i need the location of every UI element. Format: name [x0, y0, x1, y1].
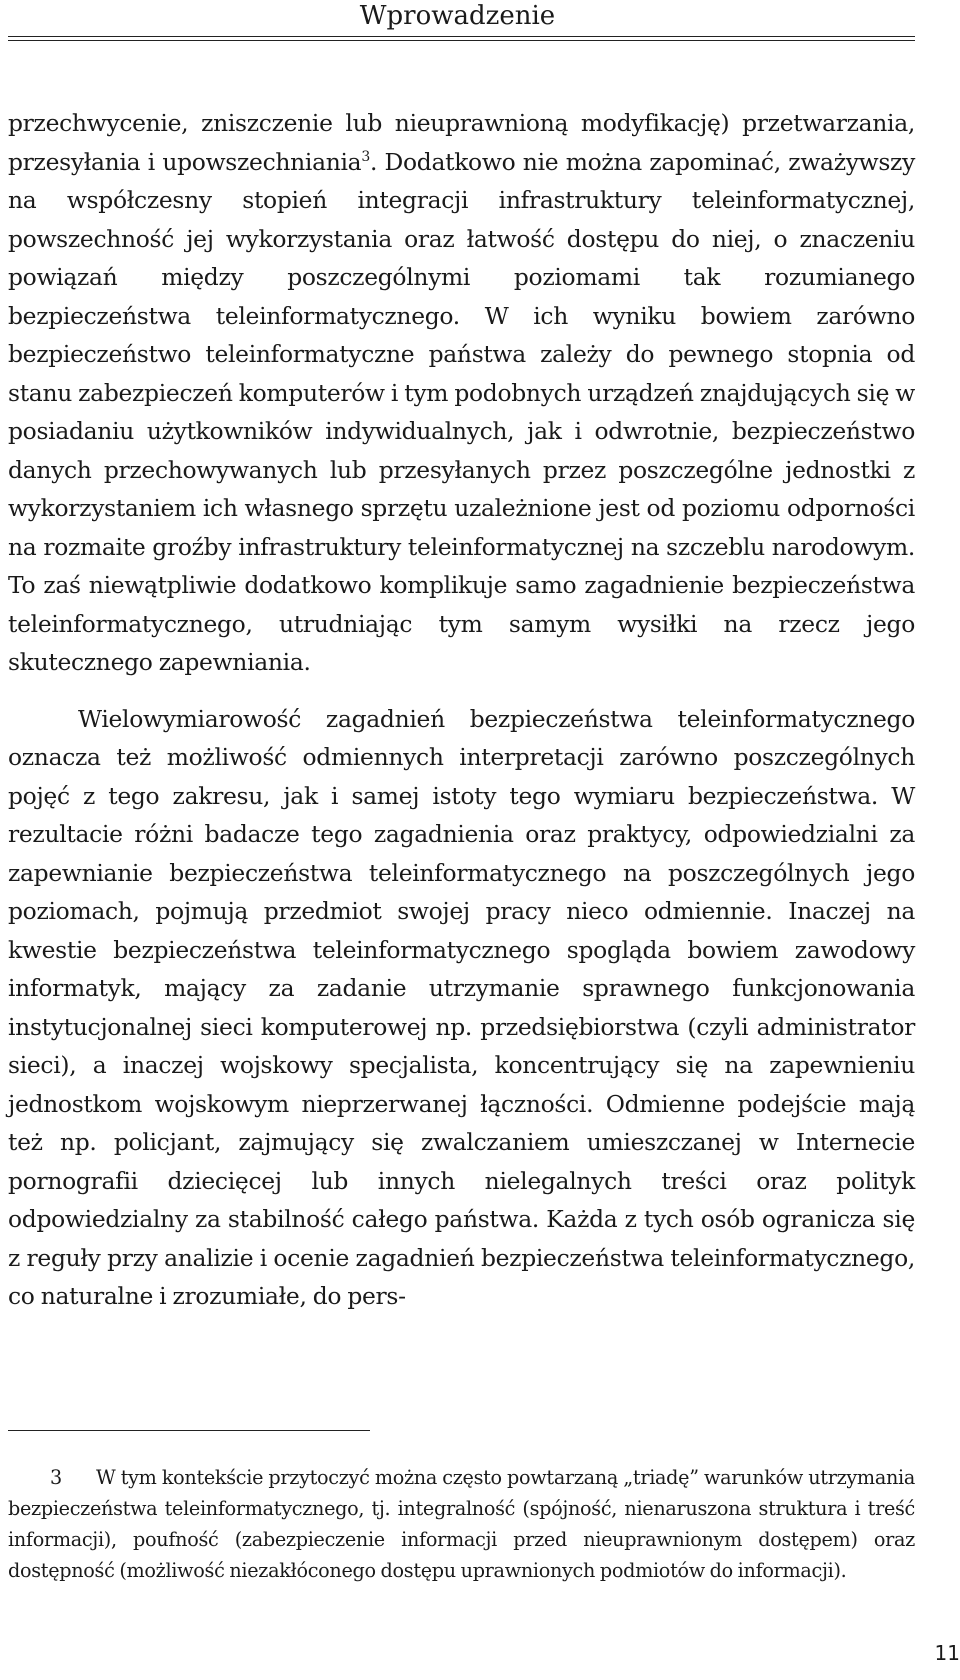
footnote-reference[interactable]: 3	[361, 148, 370, 165]
paragraph-1-start: przechwycenie, zniszczenie lub nieuprawnioną modyfikację) przetwarzania, przesyłania i upowszechniania	[8, 109, 915, 176]
main-text	[8, 104, 915, 1316]
header-rule-bottom	[8, 40, 915, 41]
running-header: Wprowadzenie	[359, 1, 556, 31]
page-number: 11	[934, 1641, 960, 1665]
header-rule-top	[8, 36, 915, 37]
paragraph-1	[8, 104, 915, 682]
paragraph-1-rest: . Dodatkowo nie można zapominać, zważywszy na współczesny stopień integracji infrastruktury teleinformatycznej, powszechność jej wykorzystania oraz łatwość dostępu do niej, o znaczeniu powiązań między poszczególnymi poziomami tak rozumianego bezpieczeństwa teleinformatycznego. W ich wyniku bowiem zarówno bezpieczeństwo teleinformatyczne państwa zależy do pewnego stopnia od stanu zabezpieczeń komputerów i tym podobnych urządzeń znajdujących się w posiadaniu użytkowników indywidualnych, jak i odwrotnie, bezpieczeństwo danych przechowywanych lub przesyłanych przez poszczególne jednostki z wykorzystaniem ich własnego sprzętu uzależnione jest od poziomu odporności na rozmaite groźby infrastruktury teleinformatycznej na szczeblu narodowym. To zaś niewątpliwie dodatkowo komplikuje samo zagadnienie bezpieczeństwa teleinformatycznego, utrudniając tym samym wysiłki na rzecz jego skutecznego zapewniania.	[8, 147, 915, 676]
footnote	[8, 1462, 915, 1586]
footnote-number: 3	[50, 1466, 62, 1489]
paragraph-2: Wielowymiarowość zagadnień bezpieczeństwa teleinformatycznego oznacza też możliwość odmiennych interpretacji zarówno poszczególnych pojęć z tego zakresu, jak i samej istoty tego wymiaru bezpieczeństwa. W rezultacie różni badacze tego zagadnienia oraz praktycy, odpowiedzialni za zapewnianie bezpieczeństwa teleinformatycznego na poszczególnych jego poziomach, pojmują przedmiot swojej pracy nieco odmiennie. Inaczej na kwestie bezpieczeństwa teleinformatycznego spogląda bowiem zawodowy informatyk, mający za zadanie utrzymanie sprawnego funkcjonowania instytucjonalnej sieci komputerowej np. przedsiębiorstwa (czyli administrator sieci), a inaczej wojskowy specjalista, koncentrujący się na zapewnieniu jednostkom wojskowym nieprzerwanej łączności. Odmienne podejście mają też np. policjant, zajmujący się zwalczaniem umieszczanej w Internecie pornografii dziecięcej lub innych nielegalnych treści oraz polityk odpowiedzialny za stabilność całego państwa. Każda z tych osób ogranicza się z reguły przy analizie i ocenie zagadnień bezpieczeństwa teleinformatycznego, co naturalne i zrozumiałe, do pers-	[8, 704, 915, 1310]
footnote-rule	[8, 1430, 370, 1431]
footnote-text: W tym kontekście przytoczyć można często powtarzaną „triadę” warunków utrzymania bezpieczeństwa teleinformatycznego, tj. integralność (spójność, nienaruszona struktura i treść informacji), poufność (zabezpieczenie informacji przed nieuprawnionym dostępem) oraz dostępność (możliwość niezakłóconego dostępu uprawnionych podmiotów do informacji).	[8, 1466, 915, 1582]
